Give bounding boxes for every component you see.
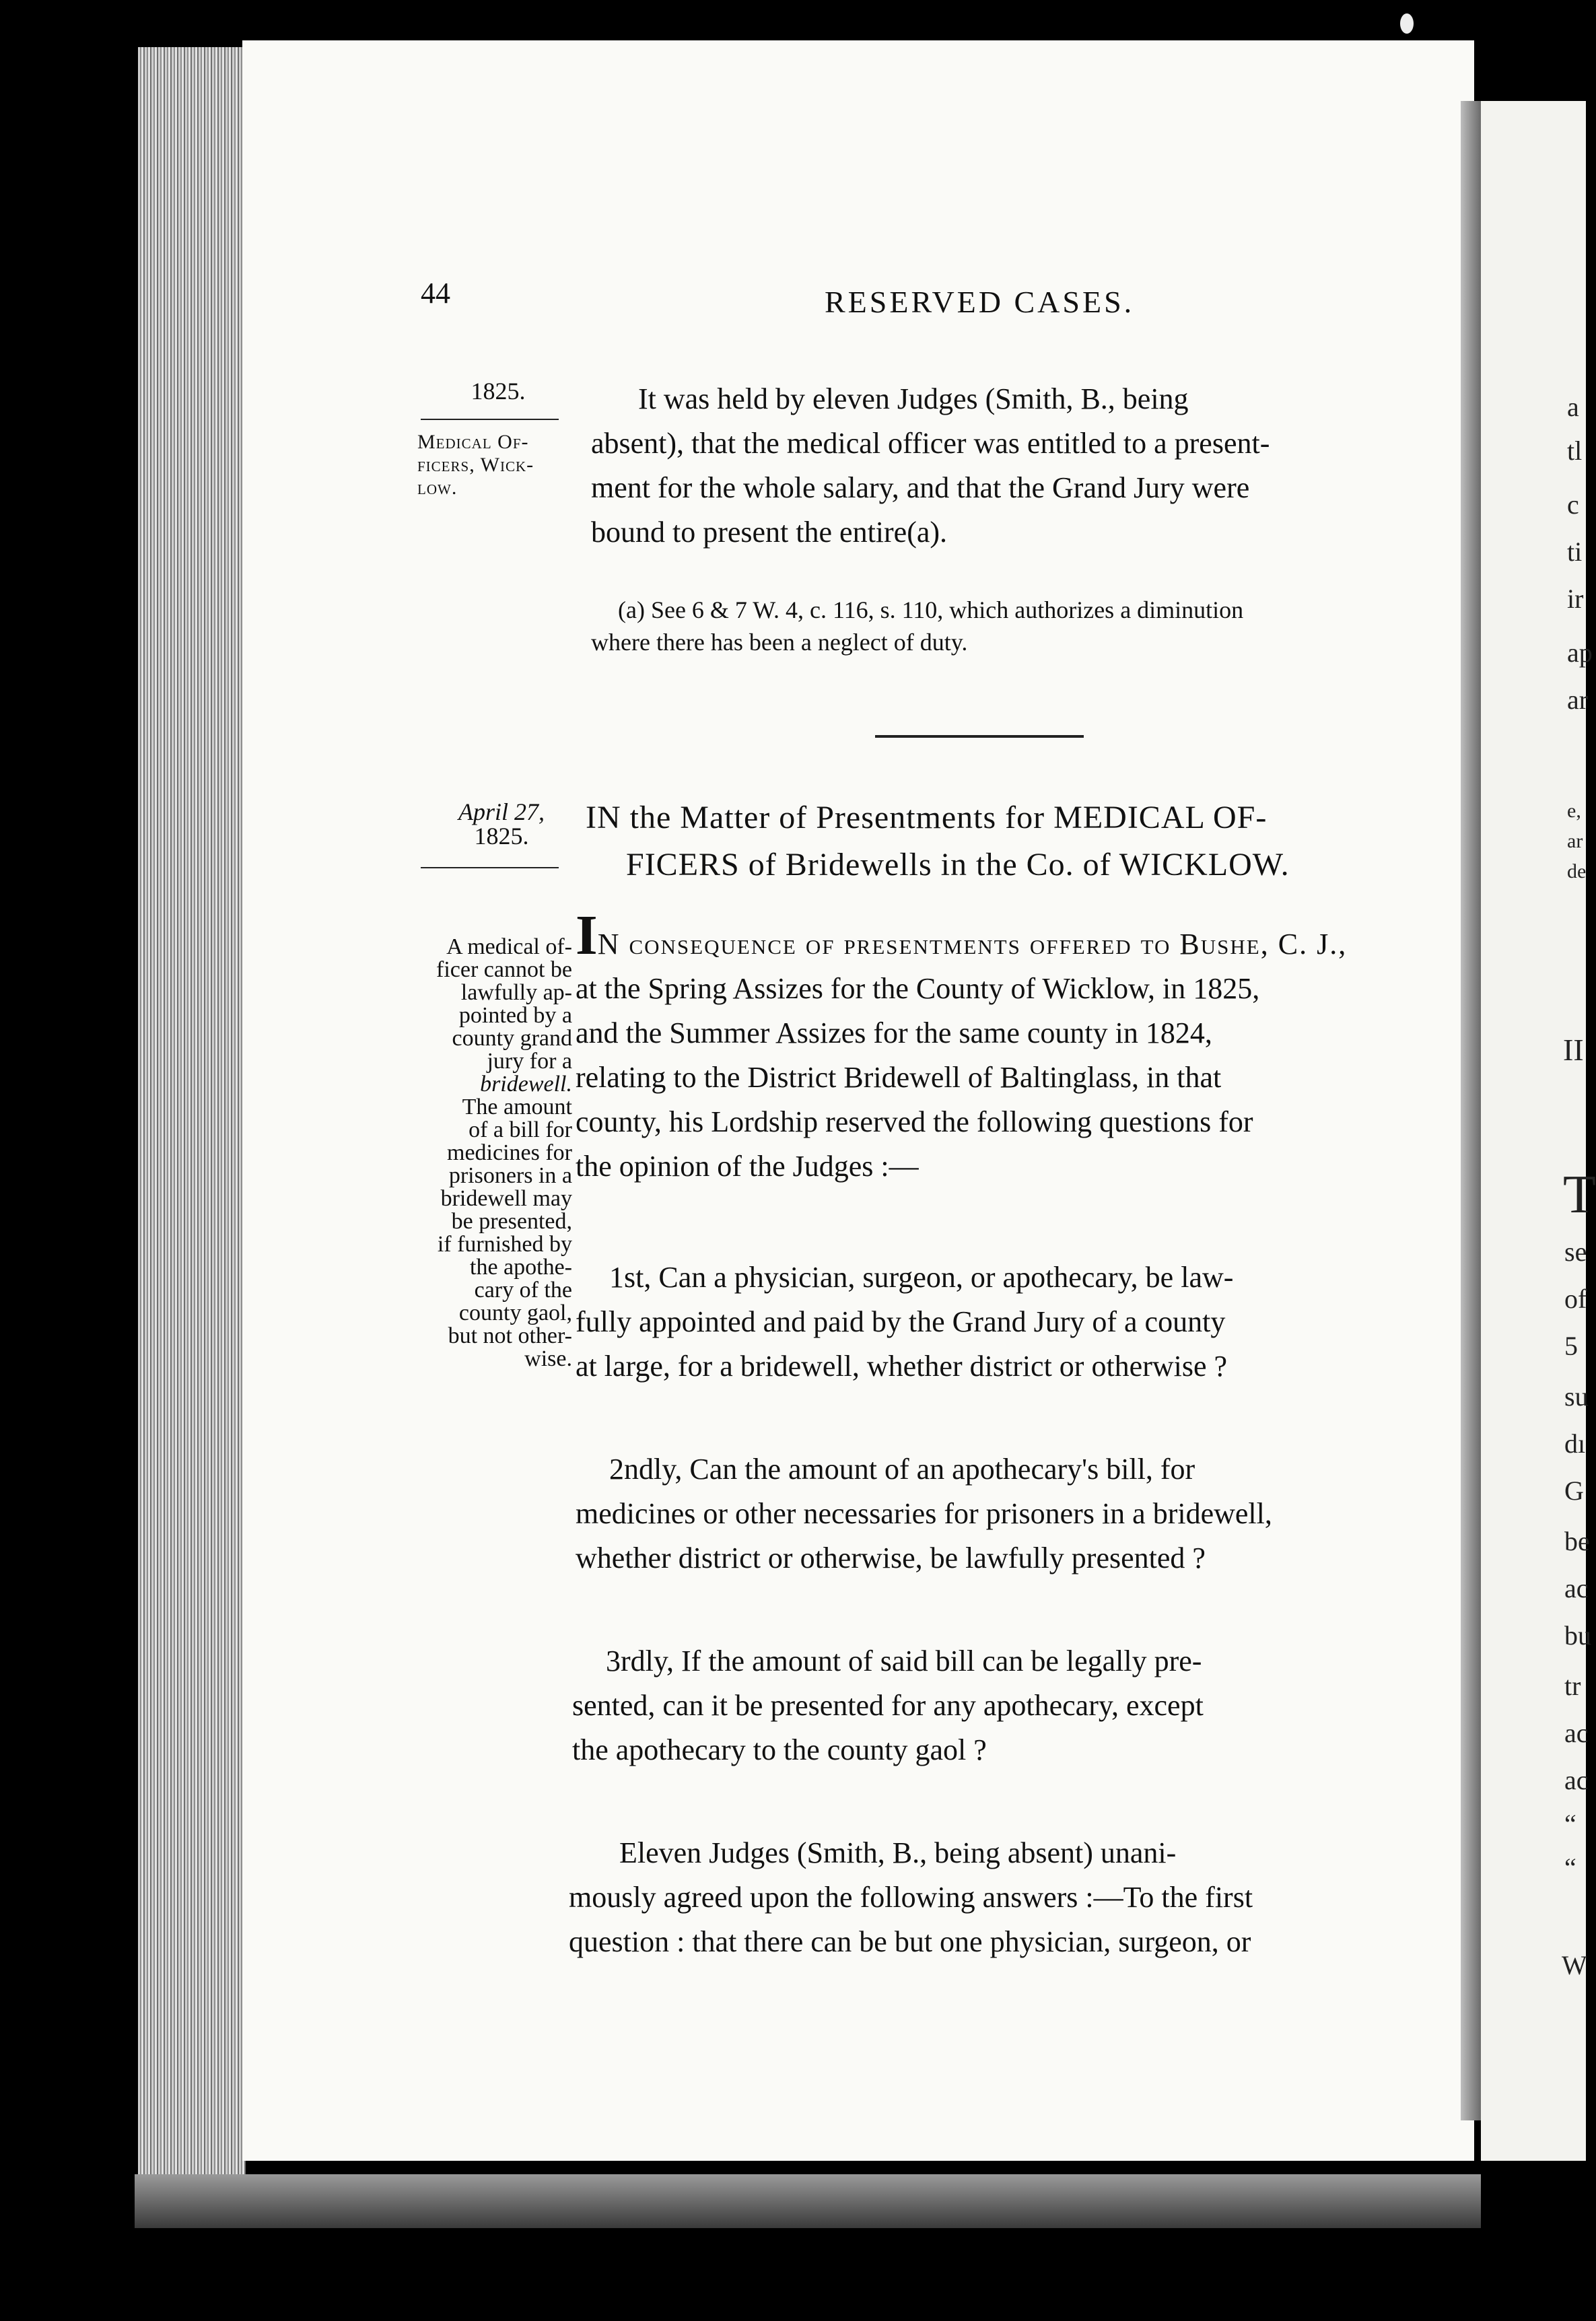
running-head: RESERVED CASES. [825,285,1135,319]
case2-margin-date [444,798,559,850]
next-page-fragment: 5 [1564,1331,1578,1361]
next-page-fragment: tr [1564,1671,1581,1701]
body-line: 2ndly, Can the amount of an apothecary's bill, for [609,1453,1195,1486]
body-line: ment for the whole salary, and that the Grand Jury were [591,471,1250,504]
next-page-fragment: ap [1567,637,1593,668]
headnote-line: of a bill for [469,1117,572,1142]
case2-intro [576,904,1400,1189]
next-page-fragment: be [1564,1526,1590,1556]
headnote-line: pointed by a [458,1003,572,1028]
body-line: the apothecary to the county gaol ? [572,1733,987,1766]
intro-first-line [576,904,1400,967]
headnote-line: bridewell. [480,1072,572,1097]
body-line: fully appointed and paid by the Grand Jury of a county [576,1305,1226,1338]
next-page-fragment: bu [1564,1620,1591,1651]
margin-title-line: low. [417,477,458,499]
body-line: at the Spring Assizes for the County of Wicklow, in 1825, [576,972,1260,1005]
question-3 [572,1639,1397,1772]
headnote-line: A medical of- [446,934,572,959]
headnote-line: be presented, [451,1209,572,1234]
body-line: bound to present the entire(a). [591,516,948,549]
next-page-fragment: c [1567,489,1579,520]
case-title [586,794,1407,889]
headnote-line: The amount [462,1095,572,1119]
next-page-fragment: ac [1564,1573,1589,1603]
body-line: mously agreed upon the following answers :—To the first [569,1881,1253,1914]
question-2 [576,1447,1400,1581]
next-page-fragment: tl [1567,436,1583,466]
section-divider [875,735,1084,738]
next-page-fragment: ac [1564,1718,1589,1748]
next-page-fragment: W [1562,1950,1587,1980]
body-line: medicines or other necessaries for prisoners in a bridewell, [576,1497,1272,1530]
footnote [591,594,1402,658]
body-line: at large, for a bridewell, whether district or otherwise ? [576,1350,1228,1383]
next-page-fragment: II [1563,1033,1584,1067]
body-line: the opinion of the Judges :— [576,1150,919,1183]
case1-margin-title [417,431,586,499]
body-line: Eleven Judges (Smith, B., being absent) unani- [619,1836,1177,1869]
page-bottom-shadow [135,2174,1481,2228]
headnote-line: lawfully ap- [460,980,572,1005]
case1-body [591,377,1402,555]
headnote-line: county grand [452,1026,572,1051]
headnote [404,936,572,1371]
body-line: whether district or otherwise, be lawfully presented ? [576,1541,1206,1574]
body-line: absent), that the medical officer was entitled to a present- [591,427,1270,460]
body-line: and the Summer Assizes for the same county in 1824, [576,1016,1212,1049]
headnote-line: prisoners in a [448,1163,572,1188]
headnote-line: bridewell may [440,1186,572,1211]
answer [569,1831,1383,1964]
page-number: 44 [421,277,450,310]
next-page-fragment: ar [1567,685,1589,715]
body-line: county, his Lordship reserved the following questions for [576,1105,1253,1138]
margin-date-line: April 27, [458,798,545,825]
case-title-line: IN the Matter of Presentments for MEDICAL OF- [586,800,1268,835]
headnote-line: wise. [524,1346,572,1371]
headnote-line: the apothe- [470,1255,572,1280]
case1-margin-rule [421,419,559,420]
next-page-fragment: dı [1564,1428,1586,1459]
margin-title-line: ficers, Wick- [417,454,534,476]
body-line: relating to the District Bridewell of Baltinglass, in that [576,1061,1222,1094]
footnote-line: where there has been a neglect of duty. [591,629,968,656]
next-page-fragment: T [1563,1165,1596,1224]
body-line: sented, can it be presented for any apothecary, except [572,1689,1204,1722]
page-fore-edge [138,47,246,2228]
next-page-fragment: se [1564,1237,1587,1267]
next-page-fragment: de [1567,860,1587,882]
question-1 [576,1255,1400,1389]
headnote-line: but not other- [448,1323,572,1348]
headnote-line: jury for a [487,1049,572,1074]
next-page-fragment: ar [1567,830,1583,852]
footnote-line: (a) See 6 & 7 W. 4, c. 116, s. 110, which authorizes a diminution [618,596,1244,623]
case2-margin-rule [421,867,559,868]
next-page-fragment: of [1564,1284,1587,1314]
body-line: 1st, Can a physician, surgeon, or apothecary, be law- [609,1261,1234,1294]
next-page-fragment: “ [1564,1852,1576,1883]
next-page-fragment: ir [1567,584,1584,614]
next-page-fragment: G [1564,1476,1584,1506]
next-page-fragment: e, [1567,800,1581,822]
margin-title-line: Medical Of- [417,431,529,453]
headnote-line: if furnished by [437,1232,572,1257]
page-gutter-shadow [1461,101,1481,2120]
body-line: question : that there can be but one physician, surgeon, or [569,1925,1251,1958]
next-page-fragment: su [1564,1381,1589,1412]
next-page-fragment: ac [1564,1765,1589,1795]
headnote-line: county gaol, [458,1301,572,1325]
case-title-line: FICERS of Bridewells in the Co. of WICKLOW. [626,847,1290,882]
next-page-fragment: “ [1564,1809,1576,1839]
body-line: 3rdly, If the amount of said bill can be legally pre- [606,1644,1202,1677]
body-line: N consequence of presentments offered to Bushe, C. J., [597,928,1348,961]
drop-cap: I [576,904,598,967]
next-page-fragment: a [1567,392,1579,422]
next-page-fragment: ti [1567,536,1583,567]
headnote-line: cary of the [474,1278,572,1303]
case1-margin-year: 1825. [471,378,526,405]
headnote-line: ficer cannot be [436,957,572,982]
corner-speck [1400,13,1414,34]
margin-date-line: 1825. [474,823,529,850]
body-line: It was held by eleven Judges (Smith, B., being [638,382,1189,415]
headnote-line: medicines for [447,1140,572,1165]
